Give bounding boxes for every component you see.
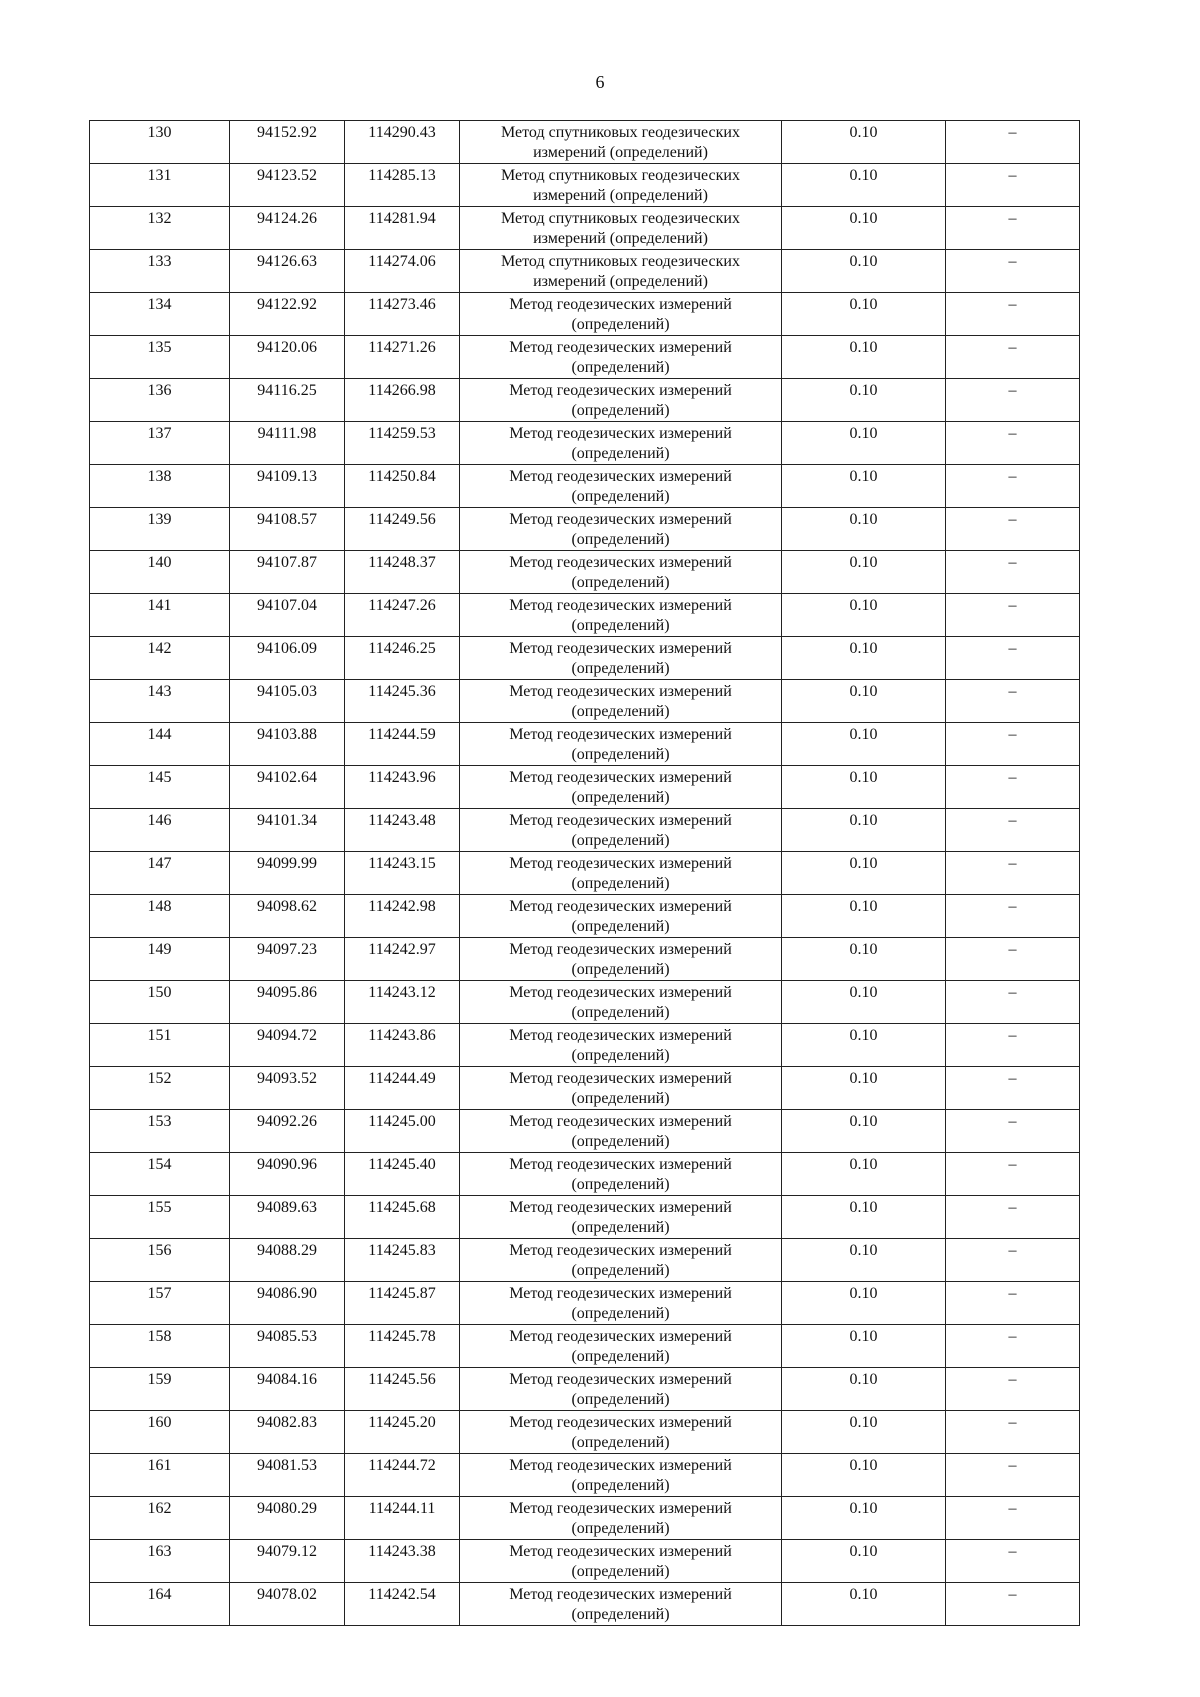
table-row [90, 680, 1080, 723]
table-row [90, 981, 1080, 1024]
table-row [90, 551, 1080, 594]
table-row [90, 250, 1080, 293]
x-coordinate-cell: 94089.63 [230, 1196, 345, 1239]
note-cell: – [946, 852, 1080, 895]
point-number-cell: 144 [90, 723, 230, 766]
y-coordinate-cell: 114242.98 [345, 895, 460, 938]
point-number-cell: 150 [90, 981, 230, 1024]
accuracy-cell: 0.10 [782, 981, 946, 1024]
y-coordinate-cell: 114245.20 [345, 1411, 460, 1454]
y-coordinate-cell: 114245.56 [345, 1368, 460, 1411]
note-cell: – [946, 465, 1080, 508]
accuracy-cell: 0.10 [782, 1196, 946, 1239]
table-row [90, 1024, 1080, 1067]
accuracy-cell: 0.10 [782, 723, 946, 766]
point-number-cell: 139 [90, 508, 230, 551]
method-cell: Метод геодезических измерений (определений) [460, 1454, 782, 1497]
y-coordinate-cell: 114245.00 [345, 1110, 460, 1153]
note-cell: – [946, 293, 1080, 336]
table-row [90, 1239, 1080, 1282]
method-cell: Метод геодезических измерений (определений) [460, 1196, 782, 1239]
accuracy-cell: 0.10 [782, 1368, 946, 1411]
method-cell: Метод геодезических измерений (определений) [460, 1497, 782, 1540]
method-cell: Метод геодезических измерений (определений) [460, 1282, 782, 1325]
table-row [90, 809, 1080, 852]
accuracy-cell: 0.10 [782, 1583, 946, 1626]
x-coordinate-cell: 94152.92 [230, 121, 345, 164]
point-number-cell: 154 [90, 1153, 230, 1196]
x-coordinate-cell: 94111.98 [230, 422, 345, 465]
x-coordinate-cell: 94107.87 [230, 551, 345, 594]
accuracy-cell: 0.10 [782, 1497, 946, 1540]
method-cell: Метод спутниковых геодезических измерений (определений) [460, 164, 782, 207]
y-coordinate-cell: 114242.54 [345, 1583, 460, 1626]
x-coordinate-cell: 94103.88 [230, 723, 345, 766]
point-number-cell: 152 [90, 1067, 230, 1110]
x-coordinate-cell: 94124.26 [230, 207, 345, 250]
table-row [90, 723, 1080, 766]
method-cell: Метод геодезических измерений (определений) [460, 1239, 782, 1282]
method-cell: Метод геодезических измерений (определений) [460, 508, 782, 551]
method-cell: Метод геодезических измерений (определений) [460, 594, 782, 637]
table-row [90, 1325, 1080, 1368]
y-coordinate-cell: 114243.12 [345, 981, 460, 1024]
x-coordinate-cell: 94095.86 [230, 981, 345, 1024]
page-number: 6 [595, 72, 605, 92]
x-coordinate-cell: 94099.99 [230, 852, 345, 895]
x-coordinate-cell: 94078.02 [230, 1583, 345, 1626]
method-cell: Метод геодезических измерений (определений) [460, 1368, 782, 1411]
table-row [90, 1540, 1080, 1583]
point-number-cell: 160 [90, 1411, 230, 1454]
table-row [90, 637, 1080, 680]
table-row [90, 766, 1080, 809]
table-row [90, 1368, 1080, 1411]
accuracy-cell: 0.10 [782, 809, 946, 852]
point-number-cell: 133 [90, 250, 230, 293]
y-coordinate-cell: 114244.72 [345, 1454, 460, 1497]
point-number-cell: 136 [90, 379, 230, 422]
table-row [90, 1153, 1080, 1196]
y-coordinate-cell: 114250.84 [345, 465, 460, 508]
point-number-cell: 131 [90, 164, 230, 207]
table-row [90, 508, 1080, 551]
method-cell: Метод спутниковых геодезических измерений (определений) [460, 121, 782, 164]
method-cell: Метод геодезических измерений (определений) [460, 1325, 782, 1368]
y-coordinate-cell: 114243.38 [345, 1540, 460, 1583]
method-cell: Метод геодезических измерений (определений) [460, 852, 782, 895]
x-coordinate-cell: 94106.09 [230, 637, 345, 680]
accuracy-cell: 0.10 [782, 1454, 946, 1497]
y-coordinate-cell: 114245.78 [345, 1325, 460, 1368]
table-row [90, 121, 1080, 164]
table-row [90, 336, 1080, 379]
y-coordinate-cell: 114245.83 [345, 1239, 460, 1282]
x-coordinate-cell: 94101.34 [230, 809, 345, 852]
accuracy-cell: 0.10 [782, 1067, 946, 1110]
y-coordinate-cell: 114273.46 [345, 293, 460, 336]
y-coordinate-cell: 114243.48 [345, 809, 460, 852]
note-cell: – [946, 1153, 1080, 1196]
y-coordinate-cell: 114245.40 [345, 1153, 460, 1196]
method-cell: Метод геодезических измерений (определений) [460, 465, 782, 508]
point-number-cell: 163 [90, 1540, 230, 1583]
point-number-cell: 155 [90, 1196, 230, 1239]
method-cell: Метод спутниковых геодезических измерений (определений) [460, 207, 782, 250]
accuracy-cell: 0.10 [782, 1239, 946, 1282]
method-cell: Метод геодезических измерений (определений) [460, 551, 782, 594]
method-cell: Метод геодезических измерений (определений) [460, 1067, 782, 1110]
y-coordinate-cell: 114290.43 [345, 121, 460, 164]
note-cell: – [946, 1411, 1080, 1454]
note-cell: – [946, 938, 1080, 981]
point-number-cell: 161 [90, 1454, 230, 1497]
table-row [90, 1497, 1080, 1540]
point-number-cell: 134 [90, 293, 230, 336]
accuracy-cell: 0.10 [782, 293, 946, 336]
accuracy-cell: 0.10 [782, 336, 946, 379]
accuracy-cell: 0.10 [782, 121, 946, 164]
y-coordinate-cell: 114245.87 [345, 1282, 460, 1325]
x-coordinate-cell: 94079.12 [230, 1540, 345, 1583]
x-coordinate-cell: 94105.03 [230, 680, 345, 723]
point-number-cell: 164 [90, 1583, 230, 1626]
x-coordinate-cell: 94122.92 [230, 293, 345, 336]
method-cell: Метод геодезических измерений (определений) [460, 379, 782, 422]
y-coordinate-cell: 114246.25 [345, 637, 460, 680]
accuracy-cell: 0.10 [782, 551, 946, 594]
note-cell: – [946, 551, 1080, 594]
accuracy-cell: 0.10 [782, 379, 946, 422]
y-coordinate-cell: 114285.13 [345, 164, 460, 207]
note-cell: – [946, 723, 1080, 766]
y-coordinate-cell: 114243.15 [345, 852, 460, 895]
note-cell: – [946, 379, 1080, 422]
method-cell: Метод геодезических измерений (определений) [460, 293, 782, 336]
accuracy-cell: 0.10 [782, 766, 946, 809]
table-row [90, 164, 1080, 207]
note-cell: – [946, 1454, 1080, 1497]
accuracy-cell: 0.10 [782, 1282, 946, 1325]
note-cell: – [946, 1110, 1080, 1153]
x-coordinate-cell: 94085.53 [230, 1325, 345, 1368]
table-row [90, 1110, 1080, 1153]
point-number-cell: 145 [90, 766, 230, 809]
accuracy-cell: 0.10 [782, 895, 946, 938]
accuracy-cell: 0.10 [782, 508, 946, 551]
point-number-cell: 148 [90, 895, 230, 938]
table-row [90, 422, 1080, 465]
x-coordinate-cell: 94109.13 [230, 465, 345, 508]
accuracy-cell: 0.10 [782, 250, 946, 293]
table-row [90, 465, 1080, 508]
table-row [90, 1196, 1080, 1239]
y-coordinate-cell: 114243.86 [345, 1024, 460, 1067]
accuracy-cell: 0.10 [782, 1153, 946, 1196]
note-cell: – [946, 1282, 1080, 1325]
x-coordinate-cell: 94126.63 [230, 250, 345, 293]
table-row [90, 852, 1080, 895]
point-number-cell: 151 [90, 1024, 230, 1067]
note-cell: – [946, 336, 1080, 379]
point-number-cell: 159 [90, 1368, 230, 1411]
method-cell: Метод геодезических измерений (определений) [460, 1024, 782, 1067]
x-coordinate-cell: 94123.52 [230, 164, 345, 207]
x-coordinate-cell: 94098.62 [230, 895, 345, 938]
note-cell: – [946, 121, 1080, 164]
y-coordinate-cell: 114245.36 [345, 680, 460, 723]
point-number-cell: 147 [90, 852, 230, 895]
note-cell: – [946, 1540, 1080, 1583]
table-row [90, 1583, 1080, 1626]
x-coordinate-cell: 94120.06 [230, 336, 345, 379]
point-number-cell: 141 [90, 594, 230, 637]
note-cell: – [946, 422, 1080, 465]
note-cell: – [946, 1196, 1080, 1239]
point-number-cell: 130 [90, 121, 230, 164]
method-cell: Метод геодезических измерений (определений) [460, 895, 782, 938]
table-row [90, 895, 1080, 938]
y-coordinate-cell: 114242.97 [345, 938, 460, 981]
x-coordinate-cell: 94080.29 [230, 1497, 345, 1540]
x-coordinate-cell: 94088.29 [230, 1239, 345, 1282]
note-cell: – [946, 680, 1080, 723]
point-number-cell: 157 [90, 1282, 230, 1325]
accuracy-cell: 0.10 [782, 465, 946, 508]
method-cell: Метод геодезических измерений (определений) [460, 1110, 782, 1153]
y-coordinate-cell: 114244.59 [345, 723, 460, 766]
point-number-cell: 162 [90, 1497, 230, 1540]
point-number-cell: 132 [90, 207, 230, 250]
accuracy-cell: 0.10 [782, 1110, 946, 1153]
x-coordinate-cell: 94090.96 [230, 1153, 345, 1196]
y-coordinate-cell: 114249.56 [345, 508, 460, 551]
point-number-cell: 146 [90, 809, 230, 852]
method-cell: Метод геодезических измерений (определений) [460, 1153, 782, 1196]
method-cell: Метод геодезических измерений (определений) [460, 981, 782, 1024]
method-cell: Метод геодезических измерений (определений) [460, 422, 782, 465]
point-number-cell: 156 [90, 1239, 230, 1282]
accuracy-cell: 0.10 [782, 422, 946, 465]
method-cell: Метод геодезических измерений (определений) [460, 637, 782, 680]
method-cell: Метод геодезических измерений (определений) [460, 809, 782, 852]
point-number-cell: 138 [90, 465, 230, 508]
x-coordinate-cell: 94086.90 [230, 1282, 345, 1325]
y-coordinate-cell: 114245.68 [345, 1196, 460, 1239]
method-cell: Метод спутниковых геодезических измерений (определений) [460, 250, 782, 293]
note-cell: – [946, 809, 1080, 852]
point-number-cell: 158 [90, 1325, 230, 1368]
note-cell: – [946, 981, 1080, 1024]
x-coordinate-cell: 94097.23 [230, 938, 345, 981]
note-cell: – [946, 594, 1080, 637]
method-cell: Метод геодезических измерений (определений) [460, 723, 782, 766]
table-row [90, 379, 1080, 422]
y-coordinate-cell: 114271.26 [345, 336, 460, 379]
note-cell: – [946, 637, 1080, 680]
note-cell: – [946, 766, 1080, 809]
table-body [90, 121, 1080, 1626]
method-cell: Метод геодезических измерений (определений) [460, 1540, 782, 1583]
point-number-cell: 153 [90, 1110, 230, 1153]
point-number-cell: 142 [90, 637, 230, 680]
x-coordinate-cell: 94102.64 [230, 766, 345, 809]
y-coordinate-cell: 114274.06 [345, 250, 460, 293]
x-coordinate-cell: 94108.57 [230, 508, 345, 551]
point-number-cell: 135 [90, 336, 230, 379]
y-coordinate-cell: 114248.37 [345, 551, 460, 594]
x-coordinate-cell: 94081.53 [230, 1454, 345, 1497]
x-coordinate-cell: 94116.25 [230, 379, 345, 422]
table-row [90, 1454, 1080, 1497]
y-coordinate-cell: 114247.26 [345, 594, 460, 637]
note-cell: – [946, 1368, 1080, 1411]
accuracy-cell: 0.10 [782, 1325, 946, 1368]
note-cell: – [946, 1325, 1080, 1368]
table-row [90, 1282, 1080, 1325]
table-row [90, 1067, 1080, 1110]
table-row [90, 938, 1080, 981]
method-cell: Метод геодезических измерений (определений) [460, 336, 782, 379]
point-number-cell: 149 [90, 938, 230, 981]
x-coordinate-cell: 94093.52 [230, 1067, 345, 1110]
note-cell: – [946, 1024, 1080, 1067]
accuracy-cell: 0.10 [782, 164, 946, 207]
note-cell: – [946, 895, 1080, 938]
x-coordinate-cell: 94092.26 [230, 1110, 345, 1153]
x-coordinate-cell: 94084.16 [230, 1368, 345, 1411]
table-row [90, 594, 1080, 637]
table-row [90, 1411, 1080, 1454]
y-coordinate-cell: 114281.94 [345, 207, 460, 250]
accuracy-cell: 0.10 [782, 1540, 946, 1583]
note-cell: – [946, 1583, 1080, 1626]
method-cell: Метод геодезических измерений (определений) [460, 1583, 782, 1626]
accuracy-cell: 0.10 [782, 680, 946, 723]
accuracy-cell: 0.10 [782, 852, 946, 895]
y-coordinate-cell: 114266.98 [345, 379, 460, 422]
method-cell: Метод геодезических измерений (определений) [460, 766, 782, 809]
method-cell: Метод геодезических измерений (определений) [460, 680, 782, 723]
accuracy-cell: 0.10 [782, 637, 946, 680]
y-coordinate-cell: 114244.49 [345, 1067, 460, 1110]
accuracy-cell: 0.10 [782, 938, 946, 981]
note-cell: – [946, 250, 1080, 293]
table-row [90, 293, 1080, 336]
note-cell: – [946, 1497, 1080, 1540]
accuracy-cell: 0.10 [782, 207, 946, 250]
y-coordinate-cell: 114259.53 [345, 422, 460, 465]
x-coordinate-cell: 94094.72 [230, 1024, 345, 1067]
note-cell: – [946, 207, 1080, 250]
x-coordinate-cell: 94082.83 [230, 1411, 345, 1454]
point-number-cell: 143 [90, 680, 230, 723]
accuracy-cell: 0.10 [782, 1411, 946, 1454]
method-cell: Метод геодезических измерений (определений) [460, 938, 782, 981]
coordinates-table [89, 120, 1080, 1626]
note-cell: – [946, 508, 1080, 551]
accuracy-cell: 0.10 [782, 1024, 946, 1067]
method-cell: Метод геодезических измерений (определений) [460, 1411, 782, 1454]
point-number-cell: 137 [90, 422, 230, 465]
point-number-cell: 140 [90, 551, 230, 594]
note-cell: – [946, 1067, 1080, 1110]
y-coordinate-cell: 114243.96 [345, 766, 460, 809]
table-row [90, 207, 1080, 250]
accuracy-cell: 0.10 [782, 594, 946, 637]
x-coordinate-cell: 94107.04 [230, 594, 345, 637]
y-coordinate-cell: 114244.11 [345, 1497, 460, 1540]
note-cell: – [946, 1239, 1080, 1282]
note-cell: – [946, 164, 1080, 207]
